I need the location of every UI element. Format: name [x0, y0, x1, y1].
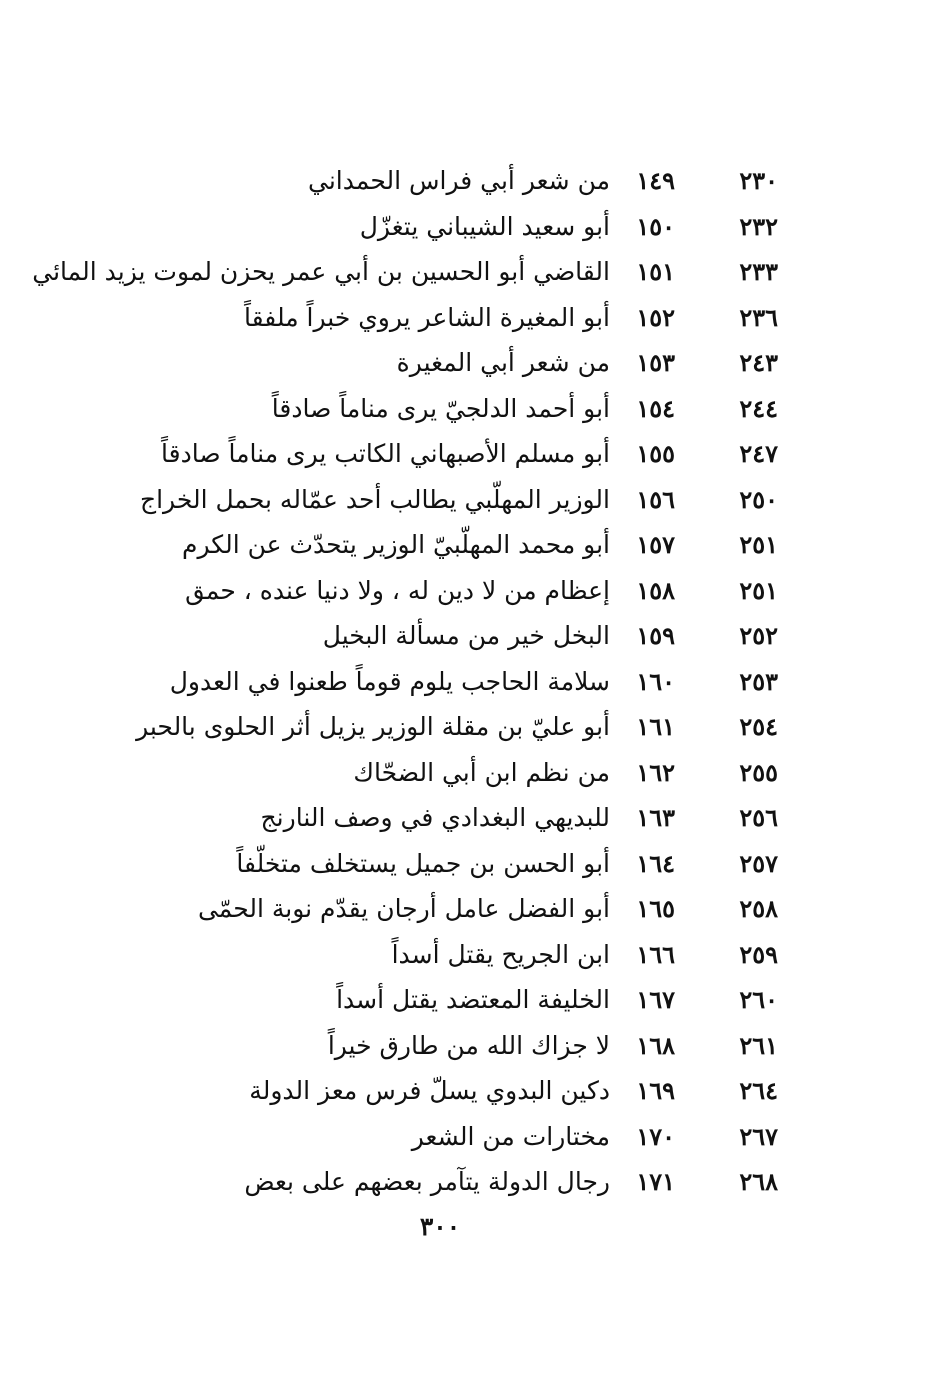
toc-item-number: ١٦٩	[636, 1076, 675, 1105]
toc-item-number: ١٦٧	[636, 985, 675, 1014]
toc-row	[0, 1068, 940, 1114]
toc-row	[0, 158, 940, 204]
toc-page-number: ٢٣٦	[739, 302, 778, 332]
toc-page-number: ٢٣٠	[739, 166, 778, 195]
toc-page-number: ٢٤٣	[739, 348, 778, 377]
toc-title: أبو المغيرة الشاعر يروي خبراً ملفقاً	[244, 302, 610, 332]
toc-page-number: ٢٤٧	[739, 439, 778, 468]
toc-title: أبو أحمد الدلجيّ يرى مناماً صادقاً	[271, 393, 610, 423]
toc-title: أبو الحسن بن جميل يستخلف متخلّفاً	[236, 848, 610, 878]
toc-item-number: ١٥٦	[636, 484, 675, 514]
toc-page-number: ٢٥١	[739, 575, 778, 605]
toc-title: دكين البدوي يسلّ فرس معز الدولة	[249, 1076, 610, 1105]
toc-item-number: ١٧٠	[636, 1121, 675, 1151]
toc-title: سلامة الحاجب يلوم قوماً طعنوا في العدول	[169, 666, 610, 696]
toc-row	[0, 659, 940, 705]
toc-page-number: ٢٦٤	[739, 1076, 778, 1105]
toc-row	[0, 613, 940, 659]
toc-page-number: ٢٥٢	[739, 621, 778, 650]
toc-row	[0, 340, 940, 386]
toc-title: أبو مسلم الأصبهاني الكاتب يرى مناماً صادقاً	[161, 439, 610, 468]
toc-title: رجال الدولة يتآمر بعضهم على بعض	[244, 1167, 610, 1196]
toc-title: أبو سعيد الشيباني يتغزّل	[359, 211, 610, 241]
toc-title: ابن الجريح يقتل أسداً	[391, 939, 610, 969]
toc-item-number: ١٦٣	[636, 803, 675, 832]
toc-page-number: ٢٦٧	[739, 1121, 778, 1151]
toc-row	[0, 886, 940, 932]
toc-page-number: ٢٣٣	[739, 257, 778, 286]
toc-title: من نظم ابن أبي الضحّاك	[353, 757, 610, 787]
toc-page-number: ٢٥١	[739, 530, 778, 559]
toc-item-number: ١٥٨	[636, 575, 675, 605]
toc-page-number: ٢٥٦	[739, 803, 778, 832]
toc-row	[0, 249, 940, 295]
table-of-contents	[0, 158, 940, 1205]
toc-row	[0, 477, 940, 523]
toc-row	[0, 1023, 940, 1069]
toc-page-number: ٢٥٣	[739, 666, 778, 696]
toc-page-number: ٢٥٥	[739, 757, 778, 787]
toc-item-number: ١٥٤	[636, 393, 675, 423]
toc-title: القاضي أبو الحسين بن أبي عمر يحزن لموت يزيد المائي	[32, 257, 610, 286]
toc-title: أبو الفضل عامل أرجان يقدّم نوبة الحمّى	[197, 894, 610, 923]
toc-title: للبديهي البغدادي في وصف النارنج	[260, 803, 610, 832]
toc-page-number: ٢٥٠	[739, 484, 778, 514]
toc-page-number: ٢٦١	[739, 1030, 778, 1060]
toc-row	[0, 1159, 940, 1205]
toc-row	[0, 795, 940, 841]
toc-row	[0, 522, 940, 568]
toc-title: من شعر أبي المغيرة	[396, 348, 610, 377]
toc-row	[0, 568, 940, 614]
toc-item-number: ١٥٠	[636, 211, 675, 241]
toc-row	[0, 1114, 940, 1160]
toc-page-number: ٢٦٠	[739, 985, 778, 1014]
toc-row	[0, 932, 940, 978]
toc-item-number: ١٥١	[636, 257, 675, 286]
toc-item-number: ١٦٦	[636, 939, 675, 969]
toc-item-number: ١٦٥	[636, 894, 675, 923]
toc-row	[0, 977, 940, 1023]
toc-title: لا جزاك الله من طارق خيراً	[327, 1030, 610, 1060]
toc-row	[0, 704, 940, 750]
toc-row	[0, 204, 940, 250]
toc-page-number: ٢٥٤	[739, 712, 778, 741]
toc-item-number: ١٦٢	[636, 757, 675, 787]
toc-title: أبو عليّ بن مقلة الوزير يزيل أثر الحلوى بالحبر	[136, 712, 610, 741]
toc-title: الخليفة المعتضد يقتل أسداً	[336, 985, 610, 1014]
toc-item-number: ١٧١	[636, 1167, 675, 1196]
toc-title: مختارات من الشعر	[411, 1121, 610, 1151]
toc-row	[0, 841, 940, 887]
toc-item-number: ١٤٩	[636, 166, 675, 195]
toc-row	[0, 386, 940, 432]
toc-item-number: ١٥٢	[636, 302, 675, 332]
toc-item-number: ١٦٤	[636, 848, 675, 878]
toc-title: من شعر أبي فراس الحمداني	[308, 166, 610, 195]
toc-item-number: ١٥٣	[636, 348, 675, 377]
toc-item-number: ١٥٩	[636, 621, 675, 650]
page-folio-number: ٣٠٠	[419, 1212, 461, 1241]
toc-item-number: ١٥٥	[636, 439, 675, 468]
toc-item-number: ١٦١	[636, 712, 675, 741]
toc-title: أبو محمد المهلّبيّ الوزير يتحدّث عن الكرم	[182, 530, 610, 559]
toc-page-number: ٢٥٧	[739, 848, 778, 878]
toc-page-number: ٢٥٩	[739, 939, 778, 969]
toc-page-number: ٢٦٨	[739, 1167, 778, 1196]
toc-item-number: ١٦٠	[636, 666, 675, 696]
toc-page-number: ٢٣٢	[739, 211, 778, 241]
toc-page-number: ٢٤٤	[739, 393, 778, 423]
toc-row	[0, 750, 940, 796]
toc-item-number: ١٥٧	[636, 530, 675, 559]
toc-title: الوزير المهلّبي يطالب أحد عمّاله بحمل الخراج	[139, 484, 610, 514]
toc-title: البخل خير من مسألة البخيل	[322, 621, 610, 650]
toc-row	[0, 295, 940, 341]
toc-page-number: ٢٥٨	[739, 894, 778, 923]
toc-row	[0, 431, 940, 477]
toc-item-number: ١٦٨	[636, 1030, 675, 1060]
toc-title: إعظام من لا دين له ، ولا دنيا عنده ، حمق	[185, 575, 610, 605]
